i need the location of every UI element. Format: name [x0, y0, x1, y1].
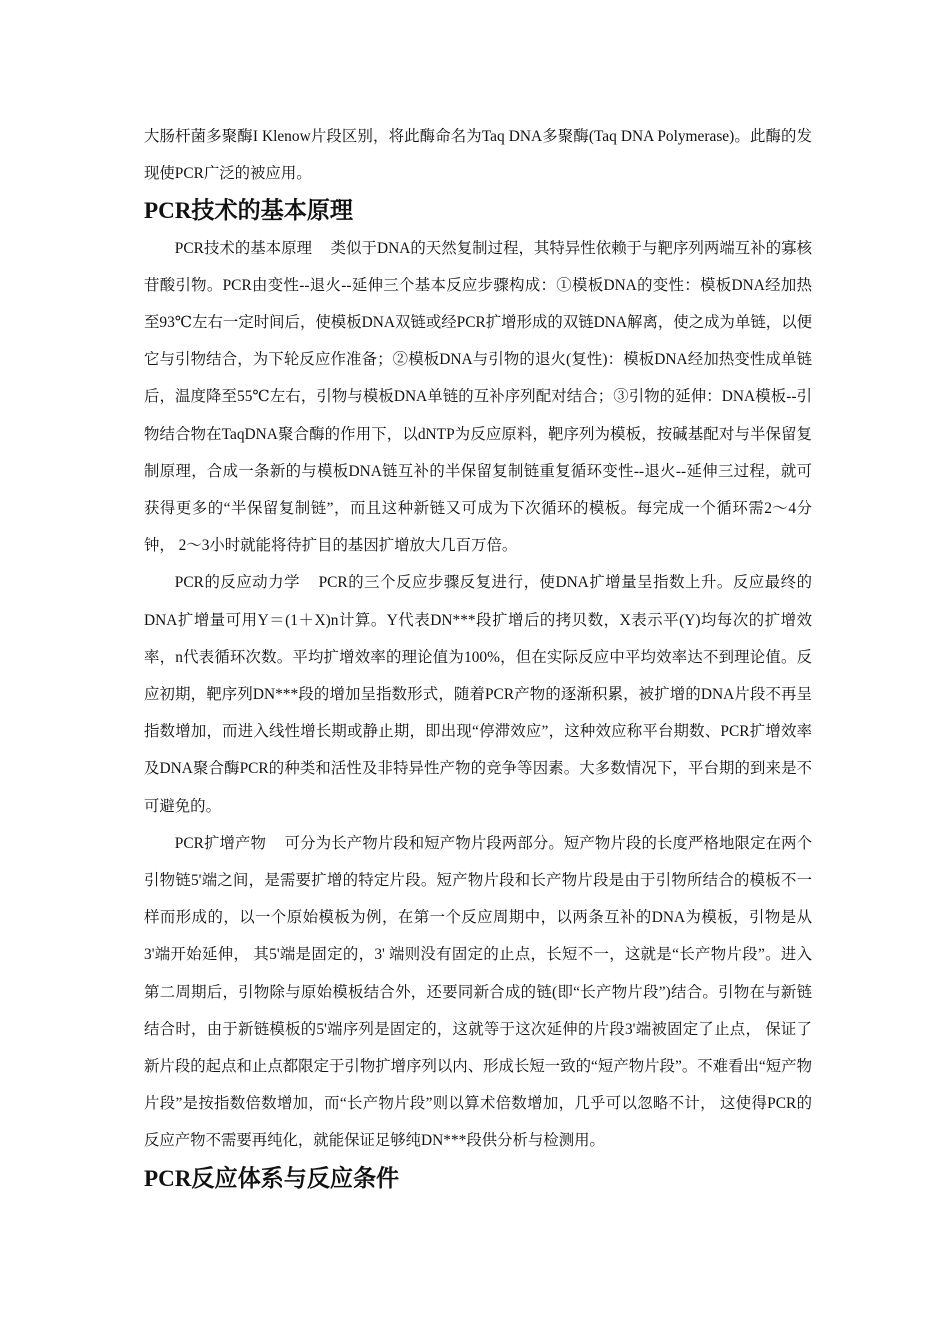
document-page: [144, 118, 812, 1197]
products-paragraph: [144, 825, 812, 1160]
products-text: 可分为长产物片段和短产物片段两部分。短产物片段的长度严格地限定在两个引物链5'端之间，是需要扩增的特定片段。短产物片段和长产物片段是由于引物所结合的模板不一样而形成的，以一个原始模板为例，在第一个反应周期中，以两条互补的DNA为模板，引物是从3'端开始延伸， 其5'端是固定的，3' 端则没有固定的止点，长短不一，这就是“长产物片段”。进入第二周期后，引物除与原始模板结合外，还要同新合成的链(即“长产物片段”)结合。引物在与新链结合时，由于新链模板的5'端序列是固定的，这就等于这次延伸的片段3'端被固定了止点， 保证了新片段的起点和止点都限定于引物扩增序列以内、形成长短一致的“短产物片段”。不难看出“短产物片段”是按指数倍数增加，而“长产物片段”则以算术倍数增加，几乎可以忽略不计， 这使得PCR的反应产物不需要再纯化，就能保证足够纯DN***段供分析与检测用。: [144, 834, 812, 1150]
principle-paragraph: [144, 230, 812, 565]
intro-paragraph: 大肠杆菌多聚酶I Klenow片段区别，将此酶命名为Taq DNA多聚酶(Taq DNA Polymerase)。此酶的发现使PCR广泛的被应用。: [144, 128, 812, 183]
section-heading-conditions: PCR反应体系与反应条件: [144, 1164, 400, 1191]
products-label: PCR扩增产物: [174, 834, 267, 852]
kinetics-paragraph: [144, 564, 812, 824]
principle-label: PCR技术的基本原理: [174, 239, 313, 257]
kinetics-label: PCR的反应动力学: [174, 574, 301, 592]
section-heading-principle: PCR技术的基本原理: [144, 197, 353, 224]
kinetics-text: PCR的三个反应步骤反复进行，使DNA扩增量呈指数上升。反应最终的DNA扩增量可用Y＝(1＋X)n计算。Y代表DN***段扩增后的拷贝数，X表示平(Y)均每次的扩增效率，n代表循环次数。平均扩增效率的理论值为100%，但在实际反应中平均效率达不到理论值。反应初期，靶序列DN***段的增加呈指数形式，随着PCR产物的逐渐积累，被扩增的DNA片段不再呈指数增加，而进入线性增长期或静止期，即出现“停滞效应”，这种效应称平台期数、PCR扩增效率及DNA聚合酶PCR的种类和活性及非特异性产物的竞争等因素。大多数情况下，平台期的到来是不可避免的。: [144, 574, 812, 815]
principle-text: 类似于DNA的天然复制过程，其特异性依赖于与靶序列两端互补的寡核苷酸引物。PCR由变性--退火--延伸三个基本反应步骤构成：①模板DNA的变性：模板DNA经加热至93℃左右一定时间后，使模板DNA双链或经PCR扩增形成的双链DNA解离，使之成为单链，以便它与引物结合，为下轮反应作准备；②模板DNA与引物的退火(复性)：模板DNA经加热变性成单链后，温度降至55℃左右，引物与模板DNA单链的互补序列配对结合；③引物的延伸：DNA模板--引物结合物在TaqDNA聚合酶的作用下，以dNTP为反应原料，靶序列为模板，按碱基配对与半保留复制原理，合成一条新的与模板DNA链互补的半保留复制链重复循环变性--退火--延伸三过程，就可获得更多的“半保留复制链”，而且这种新链又可成为下次循环的模板。每完成一个循环需2～4分钟， 2～3小时就能将待扩目的基因扩增放大几百万倍。: [144, 239, 812, 555]
